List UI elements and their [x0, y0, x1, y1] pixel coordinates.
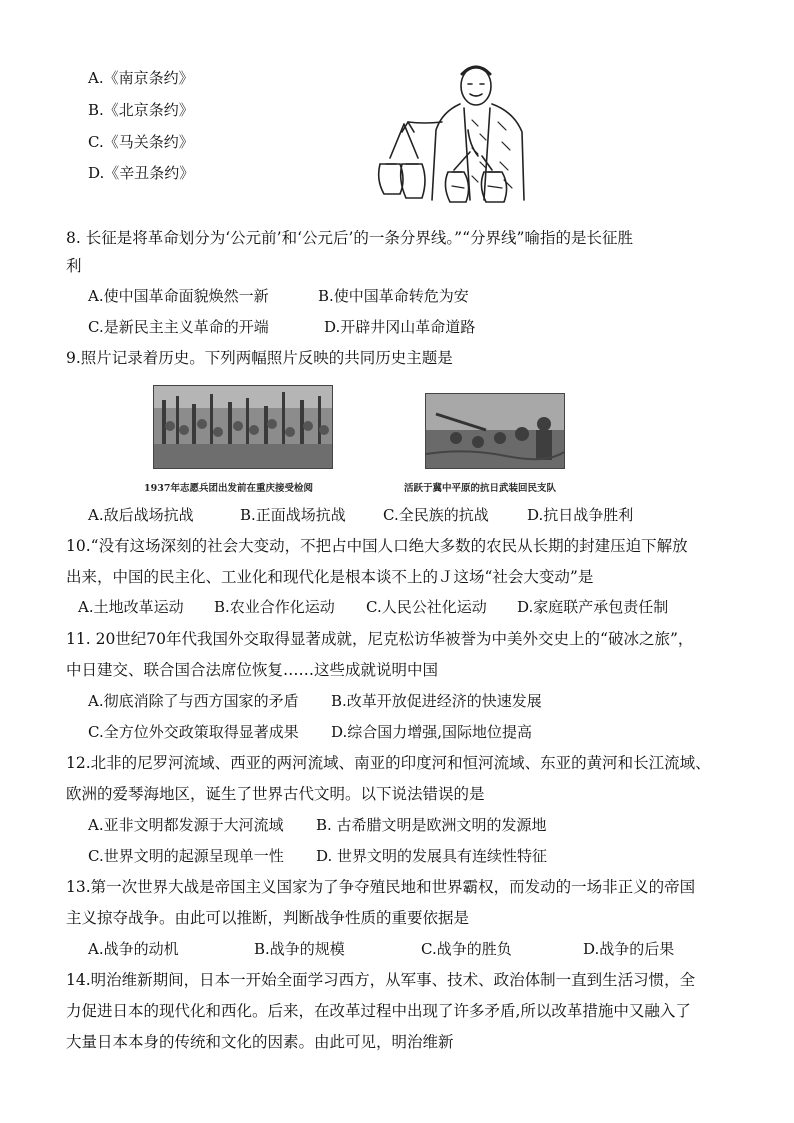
q11-option-c: C.全方位外交政策取得显著成果 — [88, 723, 299, 741]
q10-option-b: B.农业合作化运动 — [214, 598, 335, 616]
q12-option-b: B. 古希腊文明是欧洲文明的发源地 — [316, 816, 547, 834]
q8-option-b: B.使中国革命转危为安 — [318, 287, 469, 305]
q13-option-c: C.战争的胜负 — [421, 940, 512, 958]
q14-stem-line3: 大量日本本身的传统和文化的因素。由此可见，明治维新 — [66, 1033, 454, 1051]
q7-option-c: C.《马关条约》 — [88, 133, 194, 151]
q8-option-d: D.开辟井冈山革命道路 — [324, 318, 476, 336]
q10-stem-line2: 出来，中国的民主化、工业化和现代化是根本谈不上的Ｊ这场“社会大变动”是 — [66, 568, 594, 586]
q7-option-a: A.《南京条约》 — [88, 69, 194, 87]
q9-option-c: C.全民族的抗战 — [383, 506, 489, 524]
q11-stem-line2: 中日建交、联合国合法席位恢复……这些成就说明中国 — [66, 661, 439, 679]
q7-option-d: D.《辛丑条约》 — [88, 164, 195, 182]
q10-option-d: D.家庭联产承包责任制 — [517, 598, 669, 616]
q11-option-d: D.综合国力增强,国际地位提高 — [331, 723, 533, 741]
q11-stem-line1: 11. 20世纪70年代我国外交取得显著成就，尼克松访华被誉为中美外交史上的“破冰之旅”， — [66, 630, 694, 648]
q13-option-d: D.战争的后果 — [583, 940, 675, 958]
q11-option-a: A.彻底消除了与西方国家的矛盾 — [88, 692, 299, 710]
q7-option-b: B.《北京条约》 — [88, 101, 194, 119]
q13-stem-line1: 13.第一次世界大战是帝国主义国家为了争夺殖民地和世界霸权，而发动的一场非正义的帝国 — [66, 878, 696, 896]
q12-option-a: A.亚非文明都发源于大河流域 — [88, 816, 284, 834]
q8-option-c: C.是新民主主义革命的开端 — [88, 318, 269, 336]
photo1-caption: 1937年志愿兵团出发前在重庆接受检阅 — [144, 483, 313, 494]
q13-stem-line2: 主义掠夺战争。由此可以推断，判断战争性质的重要依据是 — [66, 909, 470, 927]
photo2-caption: 活跃于冀中平原的抗日武装回民支队 — [404, 483, 557, 494]
photo-hui-detachment — [425, 393, 565, 469]
q13-option-a: A.战争的动机 — [88, 940, 179, 958]
q10-stem-line1: 10.“没有这场深刻的社会大变动，不把占中国人口绝大多数的农民从长期的封建压迫下解放 — [66, 537, 688, 555]
q12-option-c: C.世界文明的起源呈现单一性 — [88, 847, 284, 865]
photo-volunteer-review — [153, 385, 333, 469]
photo-hui-detachment-image — [426, 394, 564, 468]
q9-stem: 9.照片记录着历史。下列两幅照片反映的共同历史主题是 — [66, 349, 453, 367]
q8-stem-line1: 8. 长征是将革命划分为‘公元前’和‘公元后’的一条分界线。”“分界线”喻指的是长征胜 — [66, 229, 633, 247]
q12-stem-line1: 12.北非的尼罗河流域、西亚的两河流域、南亚的印度河和恒河流域、东亚的黄河和长江流域、 — [66, 754, 711, 772]
q10-option-c: C.人民公社化运动 — [366, 598, 487, 616]
q8-option-a: A.使中国革命面貌焕然一新 — [88, 287, 269, 305]
q9-option-d: D.抗日战争胜利 — [527, 506, 634, 524]
q14-stem-line2: 力促进日本的现代化和西化。后来，在改革过程中出现了许多矛盾,所以改革措施中又融入了 — [66, 1002, 691, 1020]
q14-stem-line1: 14.明治维新期间，日本一开始全面学习西方，从军事、技术、政治体制一直到生活习惯，全 — [66, 971, 696, 989]
q12-option-d: D. 世界文明的发展具有连续性特征 — [316, 847, 548, 865]
q9-option-b: B.正面战场抗战 — [240, 506, 346, 524]
cartoon-illustration — [372, 60, 532, 208]
q8-stem-line2: 利 — [66, 257, 82, 275]
q12-stem-line2: 欧洲的爱琴海地区，诞生了世界古代文明。以下说法错误的是 — [66, 785, 485, 803]
q13-option-b: B.战争的规模 — [254, 940, 345, 958]
q11-option-b: B.改革开放促进经济的快速发展 — [331, 692, 542, 710]
q10-option-a: A.土地改革运动 — [78, 598, 184, 616]
photo-volunteer-review-image — [154, 386, 332, 468]
q9-option-a: A.敌后战场抗战 — [88, 506, 194, 524]
cartoon-drawing — [372, 60, 532, 208]
